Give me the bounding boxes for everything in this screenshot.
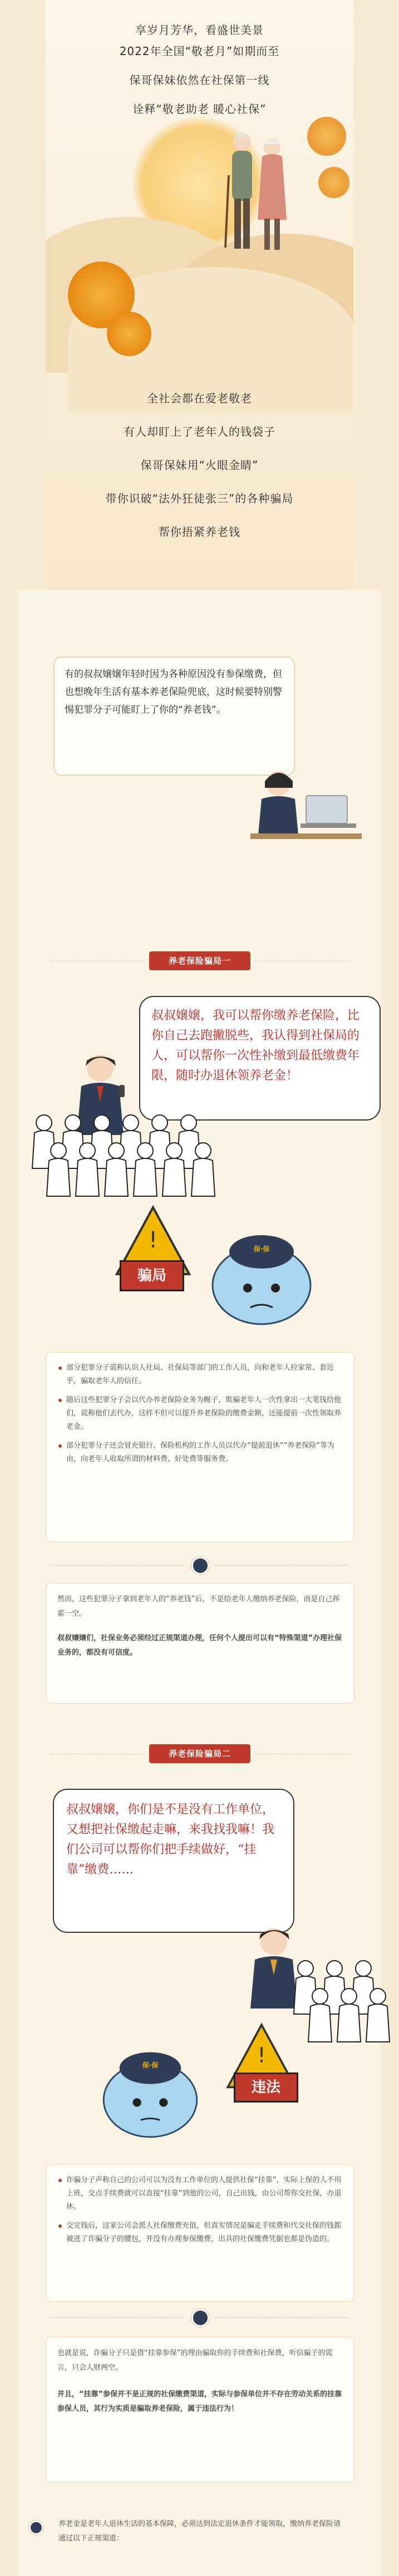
scam1-speech-bubble [139,996,381,1121]
elderly-person-figure [129,1141,161,1202]
divider [215,1565,348,1566]
scam2-bullet: 诈骗分子声称自己的公司可以为没有工作单位的人提供社保“挂靠”，实际上保的人不用上班，交点手续费就可以直接“挂靠”到他的公司，自己出钱，由公司帮你交社保，办退休。 [57,2174,343,2214]
scam2-warning: 并且，“挂靠”参保并不是正规的社保缴费渠道，实际与参保单位并不存在劳动关系的挂靠参保人员，其行为实质是骗取养老保险，属于违法行为！ [57,2390,342,2413]
scam-sign-label: 骗局 [120,1260,184,1291]
whale-mascot-illustration [89,2036,211,2148]
elderly-crowd [289,1958,384,2036]
hero-line-8: 带你识破“法外狂徒张三”的各种骗局 [105,492,294,505]
scam1-bullet: 部分犯罪分子谎称认识人社局、社保局等部门的工作人员，向和老年人拉家常、套近乎，骗取老年人的信任。 [57,1361,343,1388]
office-worker-illustration [245,762,367,857]
scam1-conclusion-box [46,1583,354,1704]
scam1-bullet: 部分犯罪分子还会冒充银行、保险机构的工作人员以代办“提前退休”“养老保险”等为由，向老年人收取所谓的材料费、好处费等服务费。 [57,1439,343,1466]
intro-text: 有的叔叔嬢嬢年轻时因为各种原因没有参保缴费，但也想晚年生活有基本养老保险兜底，这时候要特别警惕犯罪分子可能盯上了你的“养老钱”。 [65,669,282,715]
scam2-details-box [46,2164,354,2302]
scam2-note: 也就是说，诈骗分子只是借“挂靠参保”的理由骗取你的手续费和社保费，听信骗子的谎言，只会人财两空。 [57,2349,333,2372]
police-badge-icon [29,2520,43,2535]
intro-card [53,657,295,776]
svg-text:!: ! [257,2042,266,2067]
divider [215,2317,348,2318]
elderly-person-figure [100,1141,132,1202]
chrysanthemum-icon [307,117,346,156]
scam1-tag: 养老保险骗局一 [149,951,250,970]
chrysanthemum-icon [318,167,349,198]
scam2-speech-text: 叔叔嬢嬢，你们是不是没有工作单位，又想把社保缴起走嘛，来我找我嘛！我们公司可以帮你们把手续做好，“挂靠”缴费…… [66,1803,275,1877]
chrysanthemum-icon [107,312,151,356]
elderly-person-figure [187,1141,219,1202]
scam1-speech-text: 叔叔嬢嬢，我可以帮你缴养老保险，比你自己去跑撇脱些，我认得到社保局的人，可以帮你一次性补缴到最低缴费年限，随时办退休领养老金！ [151,1009,360,1083]
elderly-crowd [28,1113,211,1202]
scam2-tag: 养老保险骗局二 [149,1744,250,1763]
police-badge-icon [191,2309,209,2327]
elderly-person-figure [362,1986,394,2047]
scam1-note: 然而，这些犯罪分子拿到老年人的“养老钱”后，不是给老年人缴纳养老保险，而是自己挥霍一空。 [57,1595,340,1618]
elderly-person-figure [158,1141,190,1202]
elderly-person-figure [42,1141,75,1202]
hero-line-3: 保哥保妹依然在社保第一线 [129,73,270,87]
police-badge-icon [191,1557,209,1575]
hero-line-5: 全社会都在爱老敬老 [147,392,252,405]
illegal-sign-label: 违法 [234,2072,298,2103]
hero-banner [46,0,353,590]
elderly-couple-illustration [221,125,293,270]
footer-text: 养老金是老年人退休生活的基本保障，必须达到法定退休条件才能领取，缴纳养老保险请通过以下正规渠道： [58,2520,341,2543]
hero-line-4: 诠释“敬老助老 暖心社保” [132,102,267,116]
divider [50,1565,184,1566]
svg-text:!: ! [148,1227,158,1253]
whale-mascot-illustration [200,1218,323,1335]
scam2-conclusion-box [46,2337,354,2483]
elderly-person-figure [304,1986,336,2047]
whale-hat-label: 保·保 [142,2061,159,2069]
scam1-bullet: 随后这些犯罪分子会以代办养老保险业务为幌子，欺骗老年人一次性拿出一大笔钱给他们，谎称他们去代办，这样不但可以提升养老保险的缴费金额，还能提前一次性领取养老金。 [57,1394,343,1434]
scam2-bullet: 交完钱后，这家公司会派人社保缴费充值，但真实情况是骗走手续费和代交社保的钱都被进了诈骗分子的腰包，并没有办理参保缴费，出具的社保缴费凭据也都是伪造的。 [57,2219,343,2246]
elderly-person-figure [333,1986,365,2047]
hero-line-2: 2022年全国“敬老月”如期而至 [119,45,280,58]
hero-line-6: 有人却盯上了老年人的钱袋子 [124,425,275,438]
scam1-details-box [46,1352,354,1542]
hero-line-7: 保哥保妹用“火眼金睛” [140,458,259,472]
scam1-warning: 叔叔嬢嬢们，社保业务必须经过正规渠道办理，任何个人提出可以有“特殊渠道”办理社保业务的，都没有可信度。 [57,1634,342,1657]
hero-line-1: 享岁月芳华，看盛世美景 [135,23,264,37]
hero-line-9: 帮你捂紧养老钱 [159,525,240,539]
whale-hat-label: 保·保 [253,1245,270,1253]
divider [50,2317,184,2318]
scam2-speech-bubble [53,1789,294,1933]
elderly-person-figure [71,1141,104,1202]
